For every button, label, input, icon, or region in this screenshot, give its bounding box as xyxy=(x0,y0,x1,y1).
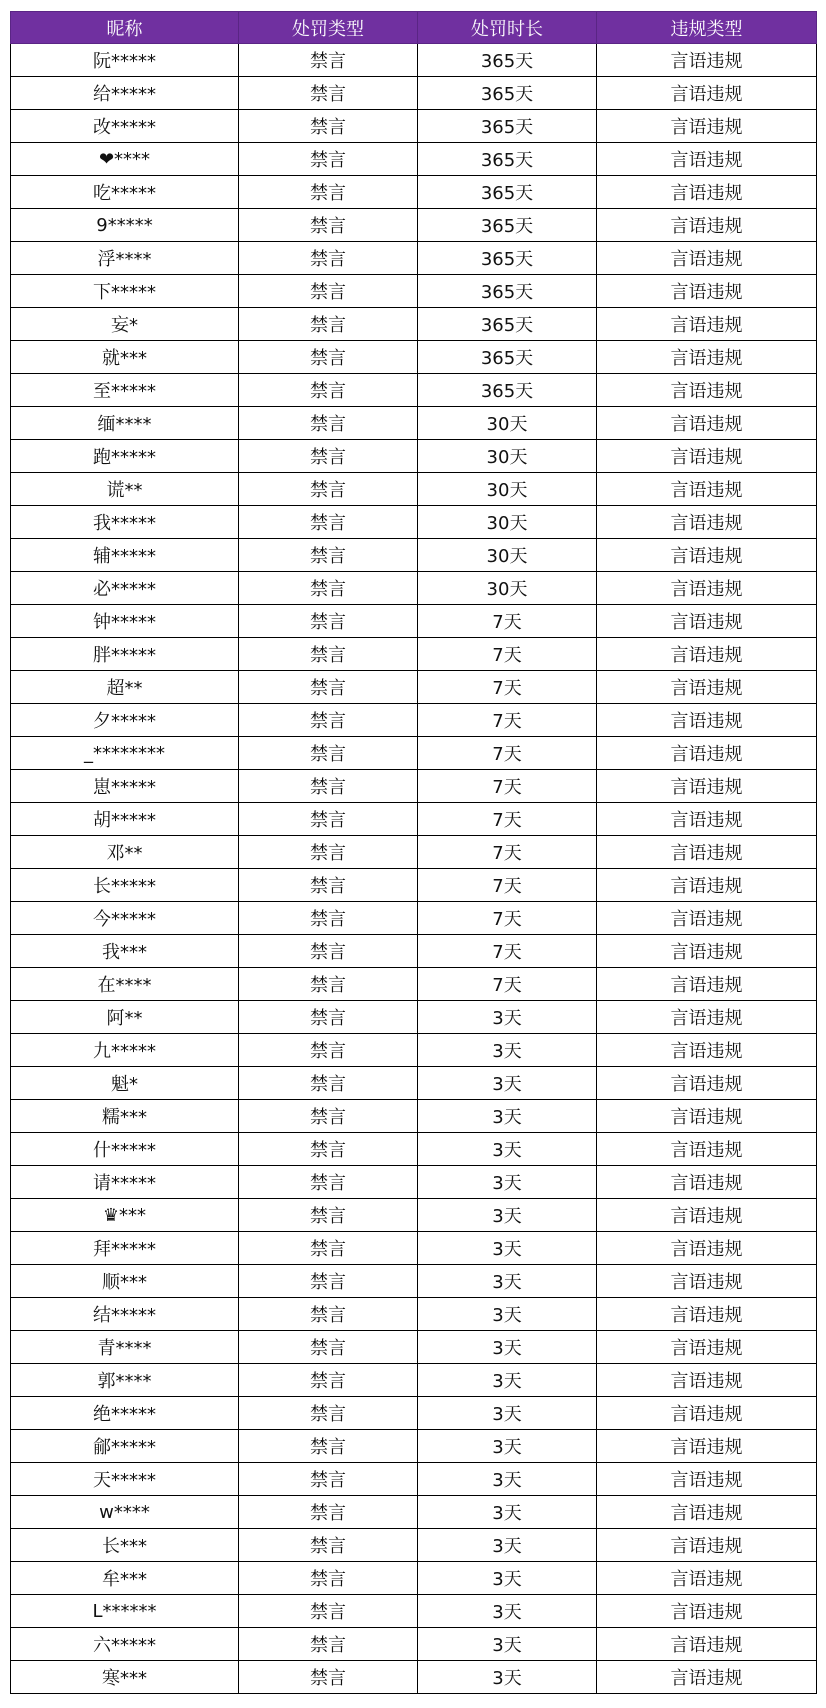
table-row xyxy=(11,1496,817,1529)
cell-penalty-type: 禁言 xyxy=(239,77,418,110)
table-row xyxy=(11,770,817,803)
cell-violation-type: 言语违规 xyxy=(597,638,817,671)
table-row xyxy=(11,374,817,407)
cell-penalty-type: 禁言 xyxy=(239,440,418,473)
cell-penalty-type: 禁言 xyxy=(239,176,418,209)
table-row xyxy=(11,506,817,539)
cell-nickname: 六***** xyxy=(11,1628,239,1661)
cell-violation-type: 言语违规 xyxy=(597,869,817,902)
table-row xyxy=(11,242,817,275)
cell-penalty-duration: 3天 xyxy=(418,1232,597,1265)
cell-penalty-duration: 3天 xyxy=(418,1496,597,1529)
cell-violation-type: 言语违规 xyxy=(597,440,817,473)
cell-penalty-duration: 365天 xyxy=(418,110,597,143)
cell-penalty-duration: 365天 xyxy=(418,308,597,341)
cell-penalty-duration: 365天 xyxy=(418,143,597,176)
cell-violation-type: 言语违规 xyxy=(597,1232,817,1265)
table-row xyxy=(11,1397,817,1430)
cell-penalty-duration: 7天 xyxy=(418,803,597,836)
table-row xyxy=(11,1034,817,1067)
cell-nickname: 牟*** xyxy=(11,1562,239,1595)
cell-violation-type: 言语违规 xyxy=(597,1661,817,1694)
cell-violation-type: 言语违规 xyxy=(597,1529,817,1562)
cell-penalty-duration: 365天 xyxy=(418,209,597,242)
table-body xyxy=(11,44,817,1694)
cell-penalty-type: 禁言 xyxy=(239,737,418,770)
table-row xyxy=(11,1364,817,1397)
table-row xyxy=(11,473,817,506)
table-row xyxy=(11,1001,817,1034)
cell-violation-type: 言语违规 xyxy=(597,902,817,935)
table-row xyxy=(11,638,817,671)
cell-violation-type: 言语违规 xyxy=(597,935,817,968)
cell-nickname: 9***** xyxy=(11,209,239,242)
cell-penalty-duration: 365天 xyxy=(418,176,597,209)
table-row xyxy=(11,671,817,704)
cell-nickname: 长*** xyxy=(11,1529,239,1562)
table-row xyxy=(11,1133,817,1166)
cell-violation-type: 言语违规 xyxy=(597,605,817,638)
cell-penalty-type: 禁言 xyxy=(239,1100,418,1133)
cell-violation-type: 言语违规 xyxy=(597,572,817,605)
table-row xyxy=(11,1331,817,1364)
cell-nickname: 超** xyxy=(11,671,239,704)
cell-violation-type: 言语违规 xyxy=(597,143,817,176)
cell-penalty-type: 禁言 xyxy=(239,605,418,638)
table-header xyxy=(11,12,817,44)
cell-violation-type: 言语违规 xyxy=(597,1199,817,1232)
cell-nickname: 郭**** xyxy=(11,1364,239,1397)
cell-penalty-duration: 3天 xyxy=(418,1199,597,1232)
cell-nickname: 胡***** xyxy=(11,803,239,836)
cell-penalty-type: 禁言 xyxy=(239,143,418,176)
cell-nickname: 崽***** xyxy=(11,770,239,803)
cell-nickname: 下***** xyxy=(11,275,239,308)
cell-penalty-type: 禁言 xyxy=(239,770,418,803)
cell-penalty-type: 禁言 xyxy=(239,1529,418,1562)
cell-penalty-duration: 365天 xyxy=(418,77,597,110)
cell-penalty-duration: 3天 xyxy=(418,1298,597,1331)
table-row xyxy=(11,605,817,638)
table-row xyxy=(11,836,817,869)
cell-penalty-type: 禁言 xyxy=(239,1199,418,1232)
table-row xyxy=(11,209,817,242)
cell-penalty-duration: 365天 xyxy=(418,341,597,374)
cell-nickname: 寒*** xyxy=(11,1661,239,1694)
cell-penalty-type: 禁言 xyxy=(239,308,418,341)
cell-violation-type: 言语违规 xyxy=(597,308,817,341)
cell-penalty-duration: 3天 xyxy=(418,1067,597,1100)
table-row xyxy=(11,176,817,209)
cell-penalty-type: 禁言 xyxy=(239,1034,418,1067)
cell-penalty-type: 禁言 xyxy=(239,473,418,506)
cell-penalty-type: 禁言 xyxy=(239,341,418,374)
cell-nickname: 给***** xyxy=(11,77,239,110)
cell-penalty-duration: 3天 xyxy=(418,1034,597,1067)
cell-penalty-duration: 30天 xyxy=(418,572,597,605)
cell-penalty-type: 禁言 xyxy=(239,1166,418,1199)
cell-violation-type: 言语违规 xyxy=(597,803,817,836)
cell-nickname: 天***** xyxy=(11,1463,239,1496)
cell-nickname: 长***** xyxy=(11,869,239,902)
cell-penalty-type: 禁言 xyxy=(239,1628,418,1661)
cell-violation-type: 言语违规 xyxy=(597,341,817,374)
cell-nickname: 顺*** xyxy=(11,1265,239,1298)
cell-violation-type: 言语违规 xyxy=(597,77,817,110)
cell-nickname: 魁* xyxy=(11,1067,239,1100)
table-row xyxy=(11,1232,817,1265)
cell-penalty-duration: 7天 xyxy=(418,770,597,803)
table-row xyxy=(11,869,817,902)
table-row xyxy=(11,77,817,110)
table-row xyxy=(11,440,817,473)
cell-violation-type: 言语违规 xyxy=(597,1001,817,1034)
cell-penalty-type: 禁言 xyxy=(239,1397,418,1430)
cell-penalty-duration: 3天 xyxy=(418,1001,597,1034)
cell-violation-type: 言语违规 xyxy=(597,1628,817,1661)
table-row xyxy=(11,1430,817,1463)
cell-penalty-duration: 30天 xyxy=(418,539,597,572)
cell-violation-type: 言语违规 xyxy=(597,1463,817,1496)
cell-penalty-duration: 365天 xyxy=(418,44,597,77)
cell-nickname: 吃***** xyxy=(11,176,239,209)
header-nickname: 昵称 xyxy=(11,12,239,44)
table-row xyxy=(11,935,817,968)
table-row xyxy=(11,143,817,176)
cell-penalty-type: 禁言 xyxy=(239,1331,418,1364)
cell-violation-type: 言语违规 xyxy=(597,176,817,209)
header-penalty-type: 处罚类型 xyxy=(239,12,418,44)
cell-violation-type: 言语违规 xyxy=(597,1133,817,1166)
cell-nickname: 绝***** xyxy=(11,1397,239,1430)
cell-penalty-duration: 3天 xyxy=(418,1463,597,1496)
cell-nickname: 阮***** xyxy=(11,44,239,77)
table-row xyxy=(11,44,817,77)
cell-nickname: 九***** xyxy=(11,1034,239,1067)
cell-nickname: 改***** xyxy=(11,110,239,143)
cell-violation-type: 言语违规 xyxy=(597,1331,817,1364)
cell-violation-type: 言语违规 xyxy=(597,1496,817,1529)
cell-penalty-type: 禁言 xyxy=(239,572,418,605)
cell-penalty-duration: 3天 xyxy=(418,1595,597,1628)
cell-penalty-duration: 7天 xyxy=(418,902,597,935)
cell-violation-type: 言语违规 xyxy=(597,539,817,572)
cell-nickname: L****** xyxy=(11,1595,239,1628)
cell-violation-type: 言语违规 xyxy=(597,737,817,770)
cell-nickname: 什***** xyxy=(11,1133,239,1166)
cell-nickname: 辅***** xyxy=(11,539,239,572)
cell-penalty-duration: 3天 xyxy=(418,1364,597,1397)
cell-penalty-duration: 30天 xyxy=(418,407,597,440)
cell-violation-type: 言语违规 xyxy=(597,704,817,737)
cell-penalty-duration: 30天 xyxy=(418,506,597,539)
cell-violation-type: 言语违规 xyxy=(597,1265,817,1298)
cell-nickname: 夕***** xyxy=(11,704,239,737)
cell-penalty-duration: 30天 xyxy=(418,440,597,473)
cell-penalty-type: 禁言 xyxy=(239,1298,418,1331)
header-violation-type: 违规类型 xyxy=(597,12,817,44)
cell-penalty-duration: 7天 xyxy=(418,605,597,638)
cell-penalty-duration: 3天 xyxy=(418,1529,597,1562)
cell-violation-type: 言语违规 xyxy=(597,1034,817,1067)
table-row xyxy=(11,308,817,341)
cell-penalty-type: 禁言 xyxy=(239,968,418,1001)
cell-violation-type: 言语违规 xyxy=(597,1397,817,1430)
cell-penalty-duration: 3天 xyxy=(418,1628,597,1661)
cell-nickname: 就*** xyxy=(11,341,239,374)
cell-nickname: 阿** xyxy=(11,1001,239,1034)
cell-nickname: 跑***** xyxy=(11,440,239,473)
table-row xyxy=(11,1463,817,1496)
cell-violation-type: 言语违规 xyxy=(597,770,817,803)
cell-violation-type: 言语违规 xyxy=(597,506,817,539)
cell-violation-type: 言语违规 xyxy=(597,1562,817,1595)
cell-penalty-type: 禁言 xyxy=(239,869,418,902)
cell-penalty-duration: 3天 xyxy=(418,1661,597,1694)
table-row xyxy=(11,1562,817,1595)
cell-nickname: 结***** xyxy=(11,1298,239,1331)
cell-violation-type: 言语违规 xyxy=(597,473,817,506)
cell-penalty-type: 禁言 xyxy=(239,506,418,539)
table-row xyxy=(11,572,817,605)
cell-nickname: 妄* xyxy=(11,308,239,341)
cell-violation-type: 言语违规 xyxy=(597,968,817,1001)
cell-penalty-type: 禁言 xyxy=(239,1595,418,1628)
cell-penalty-type: 禁言 xyxy=(239,1001,418,1034)
cell-penalty-type: 禁言 xyxy=(239,704,418,737)
cell-penalty-type: 禁言 xyxy=(239,803,418,836)
cell-violation-type: 言语违规 xyxy=(597,1067,817,1100)
cell-violation-type: 言语违规 xyxy=(597,44,817,77)
cell-penalty-type: 禁言 xyxy=(239,242,418,275)
cell-penalty-duration: 7天 xyxy=(418,638,597,671)
cell-violation-type: 言语违规 xyxy=(597,1298,817,1331)
table-row xyxy=(11,1199,817,1232)
table-row xyxy=(11,902,817,935)
cell-penalty-type: 禁言 xyxy=(239,209,418,242)
cell-penalty-type: 禁言 xyxy=(239,374,418,407)
cell-penalty-type: 禁言 xyxy=(239,407,418,440)
cell-penalty-type: 禁言 xyxy=(239,539,418,572)
cell-nickname: 必***** xyxy=(11,572,239,605)
cell-penalty-duration: 3天 xyxy=(418,1265,597,1298)
cell-penalty-type: 禁言 xyxy=(239,1661,418,1694)
cell-penalty-duration: 7天 xyxy=(418,869,597,902)
cell-violation-type: 言语违规 xyxy=(597,1100,817,1133)
table-row xyxy=(11,110,817,143)
table-row xyxy=(11,1166,817,1199)
cell-penalty-type: 禁言 xyxy=(239,902,418,935)
table-row xyxy=(11,1298,817,1331)
cell-penalty-type: 禁言 xyxy=(239,275,418,308)
cell-violation-type: 言语违规 xyxy=(597,1595,817,1628)
cell-penalty-duration: 365天 xyxy=(418,275,597,308)
cell-penalty-duration: 3天 xyxy=(418,1100,597,1133)
cell-nickname: 我*** xyxy=(11,935,239,968)
cell-penalty-duration: 3天 xyxy=(418,1397,597,1430)
cell-penalty-type: 禁言 xyxy=(239,1562,418,1595)
cell-nickname: w**** xyxy=(11,1496,239,1529)
table-row xyxy=(11,1595,817,1628)
table-row xyxy=(11,737,817,770)
cell-nickname: 拜***** xyxy=(11,1232,239,1265)
cell-penalty-type: 禁言 xyxy=(239,110,418,143)
cell-nickname: 今***** xyxy=(11,902,239,935)
table-row xyxy=(11,1100,817,1133)
cell-penalty-type: 禁言 xyxy=(239,836,418,869)
cell-violation-type: 言语违规 xyxy=(597,110,817,143)
cell-nickname: 请***** xyxy=(11,1166,239,1199)
cell-nickname: 缅**** xyxy=(11,407,239,440)
table-row xyxy=(11,1529,817,1562)
cell-violation-type: 言语违规 xyxy=(597,836,817,869)
cell-penalty-duration: 365天 xyxy=(418,242,597,275)
table-row xyxy=(11,1265,817,1298)
cell-nickname: 邓** xyxy=(11,836,239,869)
cell-penalty-type: 禁言 xyxy=(239,1232,418,1265)
cell-penalty-duration: 30天 xyxy=(418,473,597,506)
header-penalty-duration: 处罚时长 xyxy=(418,12,597,44)
cell-nickname: ♛*** xyxy=(11,1199,239,1232)
cell-penalty-duration: 7天 xyxy=(418,836,597,869)
cell-nickname: 至***** xyxy=(11,374,239,407)
cell-penalty-duration: 3天 xyxy=(418,1133,597,1166)
cell-nickname: 浮**** xyxy=(11,242,239,275)
cell-nickname: 鄃***** xyxy=(11,1430,239,1463)
table-row xyxy=(11,1628,817,1661)
header-row xyxy=(11,12,817,44)
cell-nickname: 胖***** xyxy=(11,638,239,671)
cell-penalty-type: 禁言 xyxy=(239,1496,418,1529)
cell-penalty-type: 禁言 xyxy=(239,1067,418,1100)
table-row xyxy=(11,341,817,374)
cell-nickname: 钟***** xyxy=(11,605,239,638)
cell-violation-type: 言语违规 xyxy=(597,275,817,308)
cell-penalty-type: 禁言 xyxy=(239,44,418,77)
cell-violation-type: 言语违规 xyxy=(597,1430,817,1463)
table-row xyxy=(11,704,817,737)
cell-nickname: 在**** xyxy=(11,968,239,1001)
cell-nickname: ❤**** xyxy=(11,143,239,176)
cell-violation-type: 言语违规 xyxy=(597,407,817,440)
cell-penalty-duration: 7天 xyxy=(418,968,597,1001)
cell-violation-type: 言语违规 xyxy=(597,209,817,242)
cell-penalty-duration: 3天 xyxy=(418,1331,597,1364)
table-row xyxy=(11,539,817,572)
penalty-table xyxy=(10,11,817,1694)
cell-nickname: 我***** xyxy=(11,506,239,539)
cell-penalty-duration: 7天 xyxy=(418,935,597,968)
cell-nickname: 糯*** xyxy=(11,1100,239,1133)
table-row xyxy=(11,407,817,440)
table-row xyxy=(11,803,817,836)
cell-penalty-duration: 7天 xyxy=(418,704,597,737)
cell-penalty-duration: 3天 xyxy=(418,1430,597,1463)
cell-nickname: _******** xyxy=(11,737,239,770)
cell-penalty-type: 禁言 xyxy=(239,935,418,968)
cell-violation-type: 言语违规 xyxy=(597,374,817,407)
table-row xyxy=(11,1067,817,1100)
cell-penalty-duration: 7天 xyxy=(418,737,597,770)
cell-penalty-duration: 7天 xyxy=(418,671,597,704)
cell-nickname: 谎** xyxy=(11,473,239,506)
cell-penalty-type: 禁言 xyxy=(239,638,418,671)
table-row xyxy=(11,275,817,308)
cell-violation-type: 言语违规 xyxy=(597,1364,817,1397)
cell-penalty-duration: 3天 xyxy=(418,1562,597,1595)
cell-violation-type: 言语违规 xyxy=(597,671,817,704)
table-row xyxy=(11,968,817,1001)
cell-penalty-type: 禁言 xyxy=(239,1265,418,1298)
cell-nickname: 青**** xyxy=(11,1331,239,1364)
cell-penalty-type: 禁言 xyxy=(239,1463,418,1496)
cell-penalty-duration: 3天 xyxy=(418,1166,597,1199)
cell-penalty-type: 禁言 xyxy=(239,1430,418,1463)
cell-violation-type: 言语违规 xyxy=(597,1166,817,1199)
cell-penalty-type: 禁言 xyxy=(239,1364,418,1397)
cell-penalty-type: 禁言 xyxy=(239,671,418,704)
cell-penalty-type: 禁言 xyxy=(239,1133,418,1166)
cell-violation-type: 言语违规 xyxy=(597,242,817,275)
cell-penalty-duration: 365天 xyxy=(418,374,597,407)
table-row xyxy=(11,1661,817,1694)
